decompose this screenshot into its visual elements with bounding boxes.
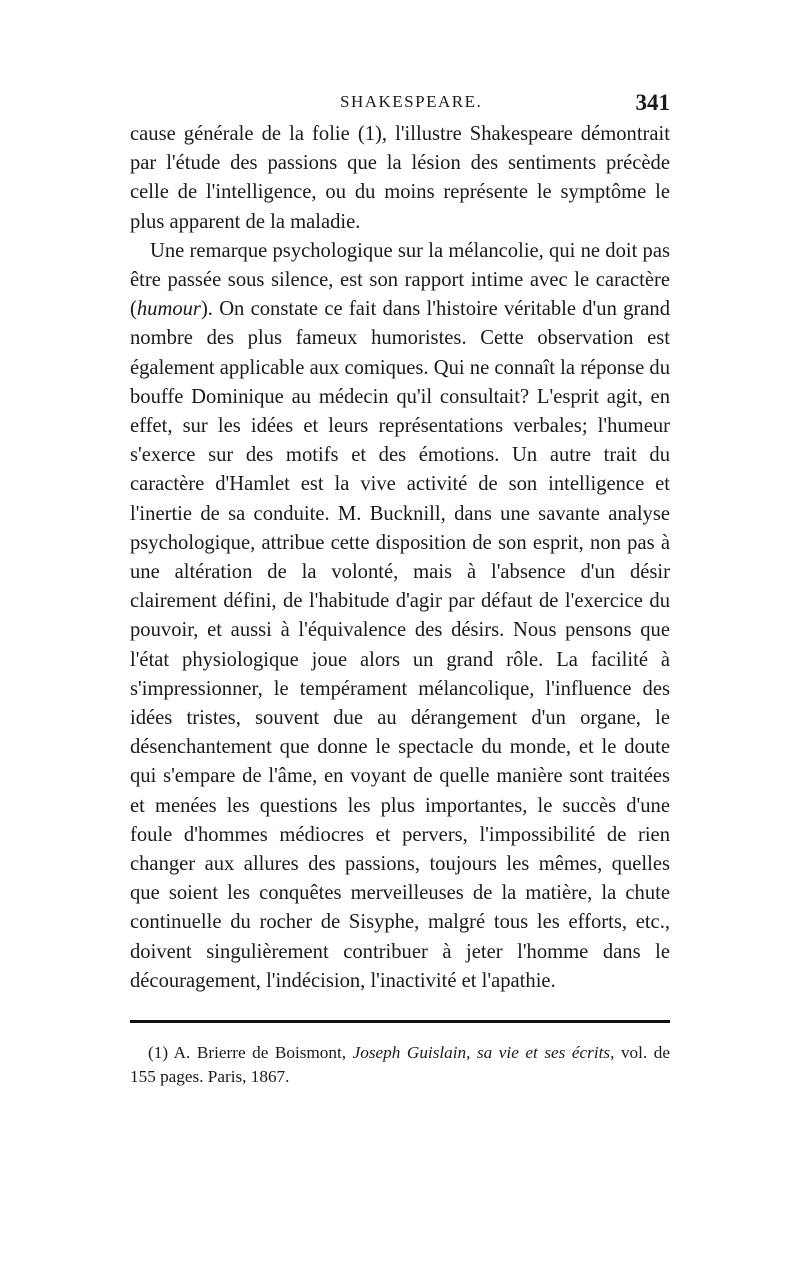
italic-term-humour: humour — [136, 298, 201, 321]
footnote-separator-rule — [130, 1020, 670, 1023]
footnote-1 — [130, 1041, 670, 1089]
footnote-italic-title: Joseph Guislain, sa vie et ses écrits, — [352, 1043, 615, 1062]
footnote-reference: (1) — [357, 123, 382, 145]
running-head — [130, 90, 670, 118]
footnote-text-b: vol. de 155 pages. Paris, 1867. — [130, 1043, 670, 1086]
footnote — [130, 1041, 670, 1089]
paragraph-2-text-b: ). On constate ce fait dans l'histoire véritable d'un grand nombre des plus fameux humoristes. Cette observation est également applicable aux comiques. Qui ne connaît la réponse du bouffe Dominique au médecin qu'il consultait? L'esprit agit, en effet, sur les idées et leurs représentations verbales; l'humeur s'exerce sur des motifs et des émotions. Un autre trait du caractère d'Hamlet est la vive activité de son intelligence et l'inertie de sa conduite. M. Bucknill, dans une savante analyse psychologique, attribue cette disposition de son esprit, non pas à une altération de la volonté, mais à l'absence d'un désir clairement défini, de l'habitude d'agir par défaut de l'exercice du pouvoir, et aussi à l'équivalence des désirs. Nous pensons que l'état physiologique joue alors un grand rôle. La facilité à s'impressionner, le tempérament mélancolique, l'influence des idées tristes, souvent due au dérangement d'un organe, le désenchantement que donne le spectacle du monde, et le doute qui s'empare de l'âme, en voyant de quelle manière sont traitées et menées les questions les plus importantes, le succès d'une foule d'hommes médiocres et pervers, l'impossibilité de rien changer aux allures des passions, toujours les mêmes, quelles que soient les conquêtes merveilleuses de la matière, la chute continuelle du rocher de Sisyphe, malgré tous les efforts, etc., doivent singulièrement contribuer à jeter l'homme dans le découragement, l'indécision, l'inactivité et l'apathie. — [130, 298, 670, 992]
body-text — [130, 120, 670, 996]
paragraph-2-text-a: Une remarque psychologique sur la mélancolie, qui ne doit pas être passée sous silence, est son rapport intime avec le caractère ( — [130, 239, 670, 321]
footnote-text-a: (1) A. Brierre de Boismont, — [148, 1043, 353, 1062]
running-title: SHAKESPEARE. — [340, 92, 483, 111]
paragraph-1 — [130, 120, 670, 237]
paragraph-2 — [130, 237, 670, 996]
paragraph-1-text-a: cause générale de la folie — [130, 123, 358, 145]
paragraph-1-text-b: , l'illustre Shakespeare démontrait par l'étude des passions que la lésion des sentiments précède celle de l'intelligence, ou du moins représente le symptôme le plus apparent de la maladie. — [130, 123, 670, 233]
page-number: 341 — [635, 90, 670, 115]
